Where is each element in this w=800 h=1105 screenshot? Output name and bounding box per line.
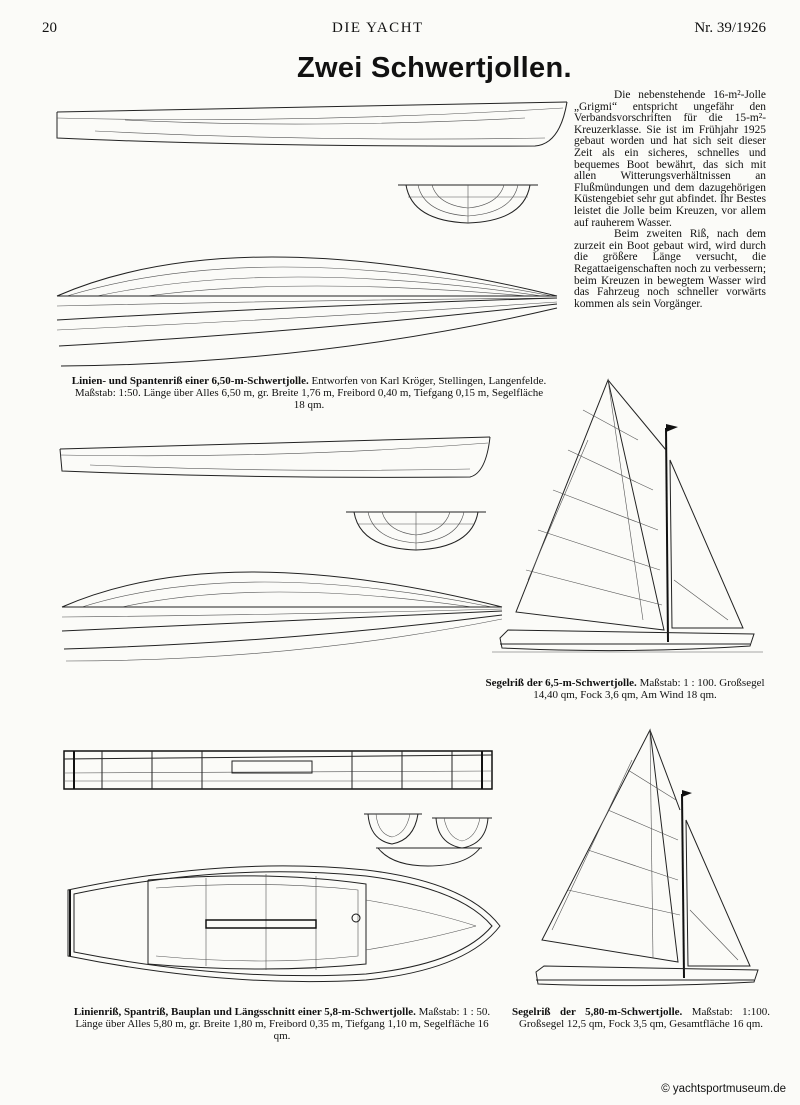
intro-paragraph-1: Die nebenstehende 16-m²-Jolle „Grigmi“ entspricht ungefähr den Verbandsvorschriften für die 15-m²-Kreuzerklasse. Sie ist im Frühjahr 1925 gebaut worden und hat sich seit dieser Zeit als ein sicheres, schnelles und bequemes Boot bewährt, das sich mit allen Witterungsverhältnissen an Flußmündungen und dem dazugehörigen Küstengebiet sehr gut abfindet. Ihr Bestes leistet die Jolle beim Kreuzen, vor allem auf rauherem Wasser. [574,89,766,229]
intro-text [574,90,766,310]
half-breadth-drawing-65 [62,545,507,665]
caption-lines-650-title: Linien- und Spantenriß einer 6,50-m-Schwertjolle. [71,375,309,387]
caption-sail-58 [512,1006,770,1030]
caption-sail-58-text: Maßstab: 1:100. Großsegel 12,5 qm, Fock 3,5 qm, Gesamtfläche 16 qm. [518,1006,770,1030]
issue-number: Nr. 39/1926 [694,20,766,36]
caption-sail-65-title: Segelriß der 6,5-m-Schwertjolle. [485,677,637,689]
watermark: © yachtsportmuseum.de [661,1083,786,1095]
deck-plan-drawing-58 [66,860,504,985]
caption-lines-650 [70,375,548,411]
sail-plan-drawing-65 [488,380,773,660]
hull-profile-drawing-650 [55,98,570,153]
intro-paragraph-2: Beim zweiten Riß, nach dem zurzeit ein Boot gebaut wird, wird durch die größere Länge versucht, die Regattaeigenschaften noch zu verbessern; beim Kreuzen in bewegtem Wasser wird das Fahrzeug noch schneller vorwärts kommen als sein Vorgänger. [574,228,766,310]
section-drawings-58 [362,800,494,868]
sail-plan-drawing-58 [528,730,768,992]
caption-lines-58-text: Maßstab: 1 : 50. Länge über Alles 5,80 m, gr. Breite 1,80 m, Freibord 0,35 m, Tiefgang 1,10 m, Segelfläche 16 qm. [75,1006,491,1042]
page-number: 20 [42,20,57,36]
magazine-name: DIE YACHT [332,20,424,36]
masthead-flag-icon-58 [682,790,692,797]
caption-lines-58 [66,1006,498,1042]
hull-profile-drawing-65 [60,433,492,483]
longitudinal-section-drawing-58 [62,745,494,795]
caption-sail-58-title: Segelriß der 5,80-m-Schwertjolle. [512,1006,683,1018]
caption-lines-650-text: Entworfen von Karl Kröger, Stellingen, Langenfelde. Maßstab: 1:50. Länge über Alles 6,50 m, gr. Breite 1,76 m, Freibord 0,40 m, Tiefgang 0,15 m, Segelfläche 18 qm. [74,375,547,411]
half-breadth-drawing-650 [57,228,562,373]
article-title: Zwei Schwertjollen. [297,52,572,84]
caption-sail-65 [480,677,770,701]
section-drawing-650 [398,183,538,225]
caption-sail-65-text: Maßstab: 1 : 100. Großsegel 14,40 qm, Fock 3,6 qm, Am Wind 18 qm. [533,677,765,701]
mast-step-icon [352,914,360,922]
masthead-flag-icon [666,424,678,432]
caption-lines-58-title: Linienriß, Spantriß, Bauplan und Längsschnitt einer 5,8-m-Schwertjolle. [73,1006,416,1018]
